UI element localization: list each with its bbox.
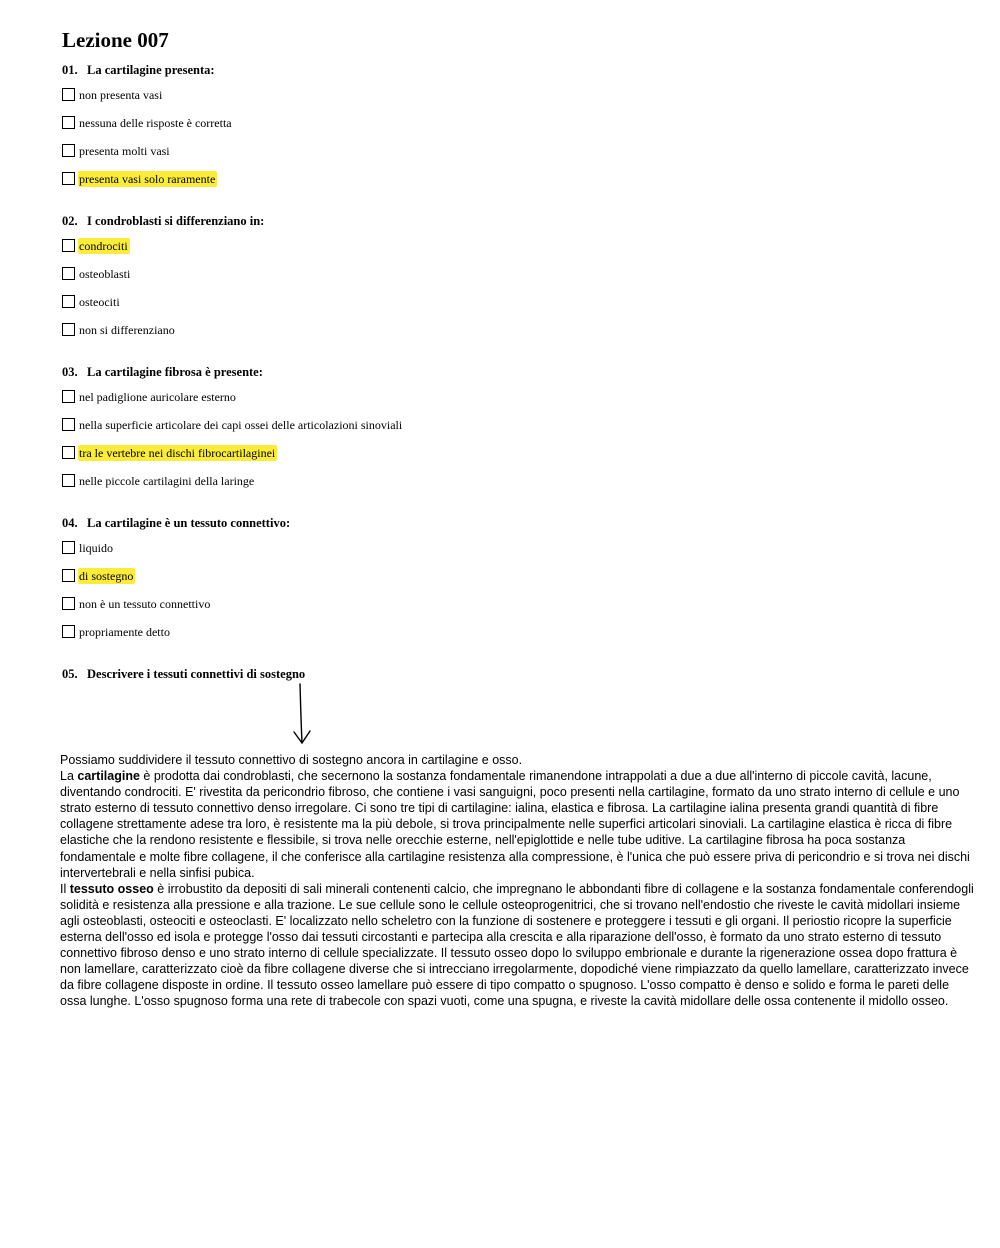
option-list [62, 389, 962, 501]
option-checkbox[interactable] [62, 474, 75, 487]
option-row [62, 540, 962, 568]
question-heading [62, 213, 962, 229]
question-02 [62, 213, 962, 350]
answer-keyword: tessuto osseo [69, 881, 154, 896]
option-text: nessuna delle risposte è corretta [79, 116, 232, 130]
option-list [62, 238, 962, 350]
option-row [62, 171, 962, 199]
option-checkbox[interactable] [62, 569, 75, 582]
option-text: liquido [79, 541, 114, 555]
answer-paragraph-cartilage [60, 768, 975, 881]
option-row [62, 389, 962, 417]
option-checkbox[interactable] [62, 625, 75, 638]
option-checkbox[interactable] [62, 418, 75, 431]
question-05 [62, 666, 962, 682]
option-row [62, 568, 962, 596]
option-checkbox[interactable] [62, 390, 75, 403]
option-checkbox[interactable] [62, 239, 75, 252]
question-heading [62, 515, 962, 531]
question-number: 03. [62, 365, 78, 379]
option-text: osteoblasti [79, 267, 131, 281]
question-number: 02. [62, 214, 78, 228]
option-row [62, 115, 962, 143]
option-checkbox[interactable] [62, 116, 75, 129]
option-row [62, 87, 962, 115]
answer-keyword: cartilagine [77, 769, 140, 784]
option-checkbox[interactable] [62, 267, 75, 280]
question-number: 05. [62, 667, 78, 681]
option-row [62, 445, 962, 473]
option-text-highlighted: di sostegno [79, 569, 134, 583]
answer-body: è prodotta dai condroblasti, che secernono la sostanza fondamentale rimanendone intrappolati a due a due all'interno di piccole cavità, lacune, diventando condrociti. E' rivestita da pericondrio fibroso, che contiene i vasi sanguigni, poco presenti nella cartilagine, formato da uno strato interno di cellule e uno strato esterno di tessuto connettivo denso irregolare. Ci sono tre tipi di cartilagine: ialina, elastica e fibrosa. La cartilagine ialina presenta grandi quantità di fibre collagene strettamente adese tra loro, è resistente ma la più debole, si trova principalmente nelle superfici articolari sinoviali. La cartilagine elastica è ricca di fibre elastiche che la rendono resistente e flessibile, si trova nelle orecchie esterne, nell'epiglottide e nelle tube uditive. La cartilagine fibrosa ha poca sostanza fondamentale e molte fibre collagene, il che conferisce alla cartilagine resistenza alla compressione, è l'unica che può essere priva di pericondrio e si trova nei dischi intervertebrali e nella sinfisi pubica. [60, 769, 970, 880]
option-row [62, 238, 962, 266]
answer-lead: Il [60, 881, 70, 896]
option-list [62, 540, 962, 652]
option-checkbox[interactable] [62, 88, 75, 101]
option-row [62, 322, 962, 350]
option-text: non si differenziano [79, 323, 175, 337]
question-heading [62, 62, 962, 78]
question-text: I condroblasti si differenziano in: [87, 214, 265, 228]
option-checkbox[interactable] [62, 172, 75, 185]
option-text: nelle piccole cartilagini della laringe [79, 474, 255, 488]
option-row [62, 294, 962, 322]
option-checkbox[interactable] [62, 541, 75, 554]
option-checkbox[interactable] [62, 597, 75, 610]
question-03 [62, 364, 962, 501]
option-text: osteociti [79, 295, 120, 309]
down-arrow-icon [291, 683, 313, 747]
option-text: propriamente detto [79, 625, 170, 639]
option-row [62, 143, 962, 171]
question-heading [62, 666, 962, 682]
option-checkbox[interactable] [62, 295, 75, 308]
option-checkbox[interactable] [62, 323, 75, 336]
option-text-highlighted: condrociti [79, 239, 128, 253]
option-row [62, 624, 962, 652]
option-text: presenta molti vasi [79, 144, 170, 158]
option-text: nella superficie articolare dei capi ossei delle articolazioni sinoviali [79, 418, 403, 432]
question-text: Descrivere i tessuti connettivi di sostegno [87, 667, 306, 681]
question-number: 01. [62, 63, 78, 77]
question-number: 04. [62, 516, 78, 530]
option-row [62, 266, 962, 294]
answer-intro: Possiamo suddividere il tessuto connettivo di sostegno ancora in cartilagine e osso. [60, 753, 523, 767]
option-row [62, 596, 962, 624]
answer-body: è irrobustito da depositi di sali minerali contenenti calcio, che impregnano le abbondanti fibre di collagene e la sostanza fondamentale conferendogli solidità e resistenza alla pressione e alla trazione. Le sue cellule sono le cellule osteoprogenitrici, che si trovano nell'endostio che riveste le cavità midollari insieme agli osteoblasti, osteociti e osteoclasti. E' localizzato nello scheletro con la funzione di sostenere e proteggere i tessuti e gli organi. Il periostio ricopre la superficie esterna dell'osso ed isola e protegge l'osso dai tessuti circostanti e partecipa alla crescita e alla riparazione dell'osso, è formato da uno strato esterno di tessuto connettivo fibroso denso e uno strato interno di cellule specializzate. Il tessuto osseo dopo lo sviluppo embrionale e durante la rigenerazione ossea dopo frattura è non lamellare, caratterizzato cioè da fibre collagene diverse che si intrecciano irregolarmente, dopodiché viene rimpiazzato da quello lamellare, caratterizzato invece da fibre collagene disposte in ordine. Il tessuto osseo lamellare può essere di tipo compatto o spugnoso. L'osso compatto è denso e solido e forma le pareti delle ossa lunghe. L'osso spugnoso forma una rete di trabecole con spazi vuoti, come una spugna, e riveste la cavità midollare delle ossa contenente il midollo osseo. [60, 881, 974, 1009]
option-text-highlighted: presenta vasi solo raramente [79, 172, 216, 186]
question-04 [62, 515, 962, 652]
option-checkbox[interactable] [62, 446, 75, 459]
answer-text [60, 752, 975, 1010]
option-row [62, 417, 962, 445]
page-title: Lezione 007 [62, 28, 169, 52]
option-checkbox[interactable] [62, 144, 75, 157]
question-text: La cartilagine presenta: [87, 63, 215, 77]
option-text: non è un tessuto connettivo [79, 597, 211, 611]
option-row [62, 473, 962, 501]
option-text-highlighted: tra le vertebre nei dischi fibrocartilaginei [79, 446, 276, 460]
question-text: La cartilagine è un tessuto connettivo: [87, 516, 291, 530]
option-list [62, 87, 962, 199]
option-text: non presenta vasi [79, 88, 163, 102]
question-text: La cartilagine fibrosa è presente: [87, 365, 263, 379]
answer-lead: La [60, 769, 78, 784]
question-01 [62, 62, 962, 199]
question-heading [62, 364, 962, 380]
answer-paragraph-bone [60, 881, 975, 1010]
option-text: nel padiglione auricolare esterno [79, 390, 236, 404]
